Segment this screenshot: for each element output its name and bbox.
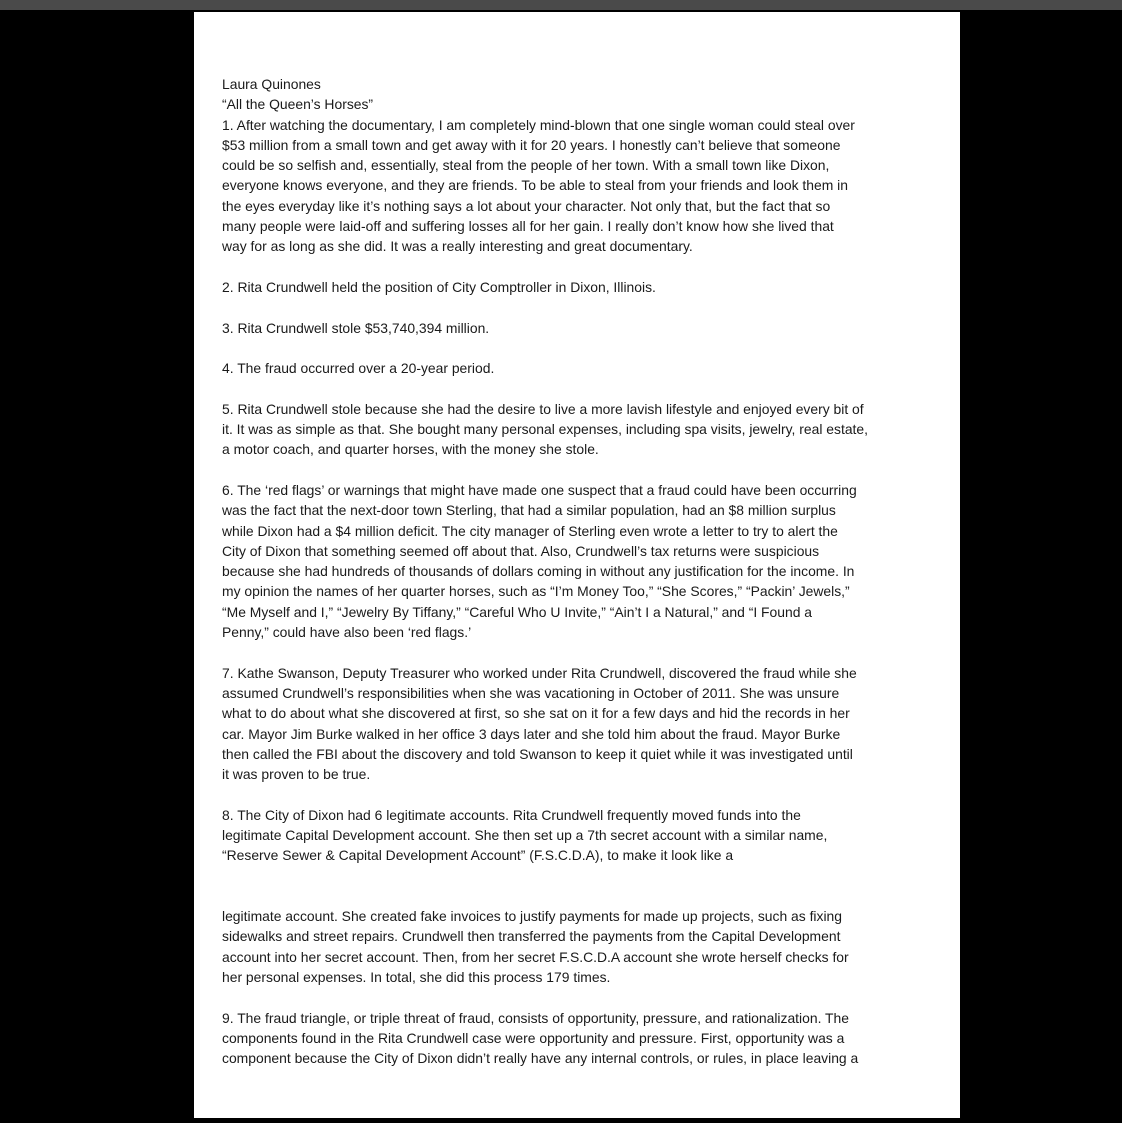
text-line: assumed Crundwell’s responsibilities when she was vacationing in October of 2011. She was unsure [222, 684, 840, 701]
text-line: my opinion the names of her quarter horses, such as “I’m Money Too,” “She Scores,” “Packin’ Jewels,” [222, 583, 850, 600]
document-page [194, 12, 960, 1118]
text-line: it was proven to be true. [222, 766, 371, 783]
blank-line [222, 784, 934, 804]
text-line: 7. Kathe Swanson, Deputy Treasurer who worked under Rita Crundwell, discovered the fraud while she [222, 664, 857, 681]
text-line: $53 million from a small town and get away with it for 20 years. I honestly can’t believe that someone [222, 136, 841, 153]
text-line: “Me Myself and I,” “Jewelry By Tiffany,” “Careful Who U Invite,” “Ain’t I a Natural,” and “I Found a [222, 603, 813, 620]
blank-line [222, 886, 934, 906]
text-line: could be so selfish and, essentially, steal from the people of her town. With a small town like Dixon, [222, 157, 830, 174]
text-line: everyone knows everyone, and they are friends. To be able to steal from your friends and look them in [222, 177, 848, 194]
text-line: 6. The ‘red flags’ or warnings that might have made one suspect that a fraud could have been occurring [222, 481, 857, 498]
paragraph-lines [222, 115, 934, 1069]
text-line: 3. Rita Crundwell stole $53,740,394 million. [222, 319, 490, 336]
text-line: many people were laid-off and suffering losses all for her gain. I really don’t know how she lived that [222, 218, 834, 235]
text-line: car. Mayor Jim Burke walked in her office 3 days later and she told him about the fraud. Mayor Burke [222, 725, 841, 742]
text-line: her personal expenses. In total, she did this process 179 times. [222, 969, 611, 986]
document-title: “All the Queen’s Horses” [222, 96, 374, 113]
text-line: a motor coach, and quarter horses, with the money she stole. [222, 441, 599, 458]
viewer-top-bar [0, 0, 1122, 10]
blank-line [222, 866, 934, 886]
text-line: City of Dixon that something seemed off about that. Also, Crundwell’s tax returns were suspicious [222, 542, 820, 559]
text-line: 2. Rita Crundwell held the position of City Comptroller in Dixon, Illinois. [222, 278, 656, 295]
text-line: account into her secret account. Then, from her secret F.S.C.D.A account she wrote herself checks for [222, 948, 849, 965]
text-line: components found in the Rita Crundwell case were opportunity and pressure. First, opportunity was a [222, 1029, 845, 1046]
text-line: 8. The City of Dixon had 6 legitimate accounts. Rita Crundwell frequently moved funds into the [222, 806, 801, 823]
text-line: 5. Rita Crundwell stole because she had the desire to live a more lavish lifestyle and enjoyed every bit of [222, 400, 864, 417]
blank-line [222, 460, 934, 480]
text-line: it. It was as simple as that. She bought many personal expenses, including spa visits, jewelry, real estate, [222, 421, 868, 438]
blank-line [222, 297, 934, 317]
text-line: Penny,” could have also been ‘red flags.’ [222, 624, 472, 641]
text-line: legitimate account. She created fake invoices to justify payments for made up projects, such as fixing [222, 908, 842, 925]
text-line: because she had hundreds of thousands of dollars coming in without any justification for the income. In [222, 563, 855, 580]
text-line: 9. The fraud triangle, or triple threat of fraud, consists of opportunity, pressure, and rationalization. The [222, 1009, 849, 1026]
blank-line [222, 642, 934, 662]
blank-line [222, 378, 934, 398]
text-line: way for as long as she did. It was a really interesting and great documentary. [222, 238, 693, 255]
text-line: then called the FBI about the discovery and told Swanson to keep it quiet while it was investigated until [222, 745, 853, 762]
text-line: component because the City of Dixon didn’t really have any internal controls, or rules, in place leaving a [222, 1050, 859, 1067]
text-line: was the fact that the next-door town Sterling, that had a similar population, had an $8 million surplus [222, 502, 836, 519]
text-line: while Dixon had a $4 million deficit. The city manager of Sterling even wrote a letter to try to alert the [222, 522, 838, 539]
text-line: “Reserve Sewer & Capital Development Account” (F.S.C.D.A), to make it look like a [222, 847, 734, 864]
blank-line [222, 257, 934, 277]
document-body [222, 74, 934, 1069]
text-line: sidewalks and street repairs. Crundwell then transferred the payments from the Capital Development [222, 928, 841, 945]
text-line: legitimate Capital Development account. She then set up a 7th secret account with a similar name, [222, 826, 828, 843]
blank-line [222, 338, 934, 358]
blank-line [222, 987, 934, 1007]
text-line: 1. After watching the documentary, I am completely mind-blown that one single woman could steal over [222, 116, 855, 133]
text-line: the eyes everyday like it’s nothing says a lot about your character. Not only that, but the fact that so [222, 197, 831, 214]
author-name: Laura Quinones [222, 76, 321, 92]
text-line: what to do about what she discovered at first, so she sat on it for a few days and hid the records in her [222, 705, 850, 722]
text-line: 4. The fraud occurred over a 20-year period. [222, 360, 495, 377]
